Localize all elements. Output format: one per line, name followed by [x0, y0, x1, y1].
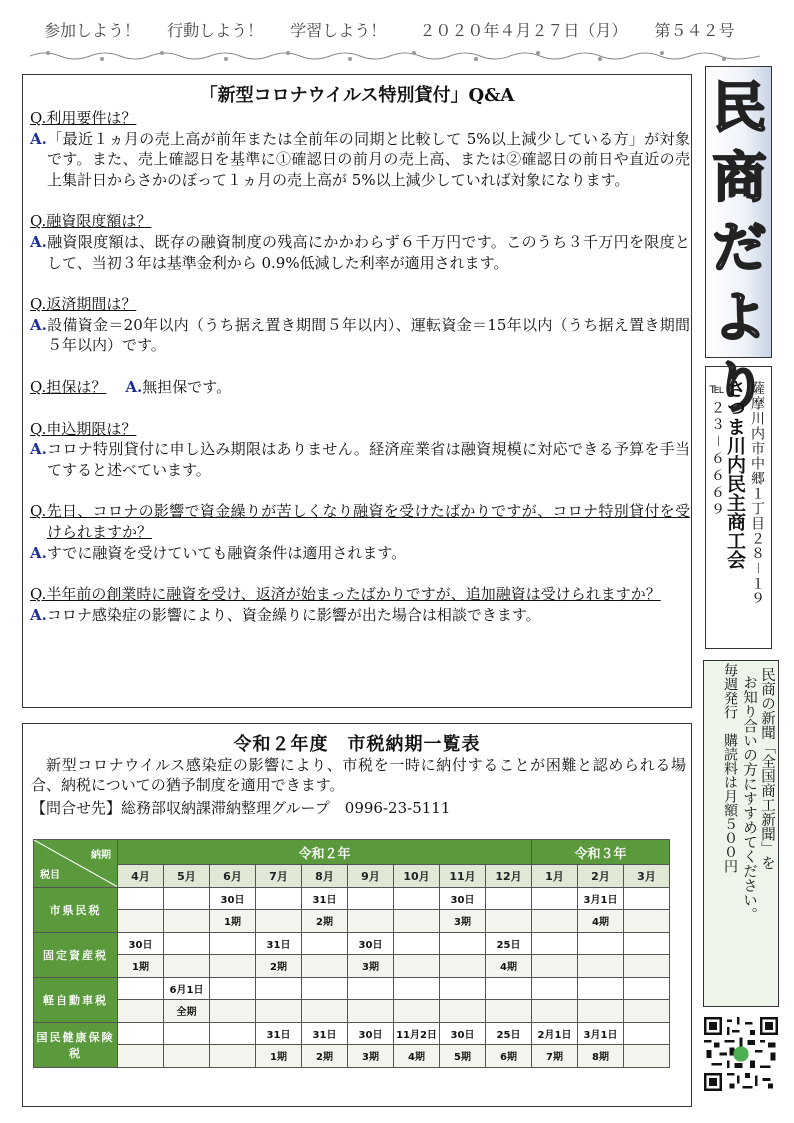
qa-item — [30, 108, 690, 190]
question: Q.先日、コロナの影響で資金繰りが苦しくなり融資を受けたばかりですが、コロナ特別貸付を受けられますか？ — [30, 502, 690, 541]
tax-name: 市県民税 — [34, 887, 118, 932]
period-cell — [486, 910, 532, 933]
qr-code-icon[interactable] — [703, 1017, 779, 1091]
due-date-cell: 30日 — [440, 1022, 486, 1045]
due-date-cell — [532, 977, 578, 1000]
due-date-cell — [394, 887, 440, 910]
period-cell: 4期 — [486, 955, 532, 978]
address: 薩摩川内市中郷１丁目２８－１９ — [749, 381, 765, 606]
month-header: 11月 — [440, 865, 486, 888]
period-cell — [624, 955, 670, 978]
period-cell: 4期 — [394, 1045, 440, 1068]
due-date-cell: 2月1日 — [532, 1022, 578, 1045]
due-date-cell — [394, 932, 440, 955]
period-cell — [164, 910, 210, 933]
answer-label: A. — [30, 440, 47, 459]
due-date-cell: 30日 — [118, 932, 164, 955]
issue-number: 第５４２号 — [654, 21, 735, 40]
due-date-cell: 3月1日 — [578, 1022, 624, 1045]
period-cell — [348, 1000, 394, 1023]
month-header: 4月 — [118, 865, 164, 888]
slogan: 行動しよう！ — [167, 21, 264, 40]
due-date-cell — [164, 887, 210, 910]
address-box — [705, 366, 772, 649]
question: Q.申込期限は？ — [30, 419, 137, 438]
due-date-cell — [164, 1022, 210, 1045]
header-bar — [44, 18, 756, 41]
qa-item — [30, 501, 690, 563]
due-date-cell — [118, 887, 164, 910]
period-cell: 3期 — [348, 955, 394, 978]
period-cell: 全期 — [164, 1000, 210, 1023]
due-date-cell — [624, 977, 670, 1000]
period-cell — [302, 1000, 348, 1023]
tax-contact: 【問合せ先】総務部収納課滞納整理グループ 0996-23-5111 — [31, 799, 451, 817]
month-header: 3月 — [624, 865, 670, 888]
due-date-cell: 31日 — [256, 1022, 302, 1045]
month-header: 2月 — [578, 865, 624, 888]
period-cell — [486, 1000, 532, 1023]
table-row — [34, 1000, 670, 1023]
answer-label: A. — [30, 315, 47, 334]
due-date-cell — [624, 932, 670, 955]
due-date-cell — [302, 932, 348, 955]
period-cell: 5期 — [440, 1045, 486, 1068]
period-cell — [210, 1000, 256, 1023]
period-cell — [118, 910, 164, 933]
promo-line: 毎週発行 購読料は月額５００円 — [722, 663, 738, 873]
period-cell — [532, 910, 578, 933]
due-date-cell: 30日 — [348, 1022, 394, 1045]
month-header: 12月 — [486, 865, 532, 888]
due-date-cell — [486, 887, 532, 910]
due-date-cell — [532, 932, 578, 955]
answer — [30, 232, 690, 273]
qa-title: 「新型コロナウイルス特別貸付」Q&A — [199, 85, 515, 106]
tax-name: 国民健康保険税 — [34, 1022, 118, 1067]
period-cell — [256, 1000, 302, 1023]
question: Q.担保は？ — [30, 377, 107, 396]
table-row — [34, 977, 670, 1000]
due-date-cell: 3月1日 — [578, 887, 624, 910]
month-header: 8月 — [302, 865, 348, 888]
period-cell: 3期 — [440, 910, 486, 933]
due-date-cell — [118, 1022, 164, 1045]
era-header: 令和３年 — [532, 840, 670, 865]
tax-intro: 新型コロナウイルス感染症の影響により、市税を一時に納付することが困難と認められる場合、納税についての猶予制度を適用できます。 — [31, 756, 686, 794]
period-cell — [624, 1000, 670, 1023]
tax-name: 固定資産税 — [34, 932, 118, 977]
answer — [30, 129, 690, 191]
answer-label: A. — [125, 377, 143, 396]
answer-label: A. — [30, 232, 47, 251]
promo-line: 民商の新聞「全国商工新聞」を — [759, 667, 775, 870]
tax-title: 令和２年度 市税納期一覧表 — [233, 734, 481, 755]
due-date-cell — [532, 887, 578, 910]
month-header: 10月 — [394, 865, 440, 888]
qa-item — [30, 377, 690, 398]
due-date-cell — [302, 977, 348, 1000]
period-cell: 8期 — [578, 1045, 624, 1068]
period-cell — [118, 1045, 164, 1068]
due-date-cell — [210, 1022, 256, 1045]
due-date-cell: 6月1日 — [164, 977, 210, 1000]
due-date-cell — [624, 1022, 670, 1045]
period-cell — [440, 955, 486, 978]
month-header: 9月 — [348, 865, 394, 888]
table-row — [34, 1045, 670, 1068]
due-date-cell: 31日 — [302, 887, 348, 910]
table-row — [34, 887, 670, 910]
answer-text: 無担保です。 — [142, 377, 232, 396]
answer-label: A. — [30, 605, 47, 624]
table-row — [34, 1022, 670, 1045]
promo-line: お知り合いの方にすすめてください。 — [741, 675, 757, 922]
due-date-cell: 30日 — [440, 887, 486, 910]
answer — [30, 543, 690, 564]
period-cell — [210, 1045, 256, 1068]
answer-label: A. — [30, 129, 47, 148]
question: Q.半年前の創業時に融資を受け、返済が始まったばかりですが、追加融資は受けられますか？ — [30, 585, 661, 604]
qa-list — [30, 108, 690, 625]
period-cell — [394, 910, 440, 933]
period-cell — [578, 955, 624, 978]
due-date-cell — [164, 932, 210, 955]
due-date-cell — [210, 932, 256, 955]
due-date-cell: 25日 — [486, 1022, 532, 1045]
issue-date: ２０２０年４月２７日（月） — [419, 21, 628, 40]
qa-item — [30, 294, 690, 356]
period-cell — [164, 955, 210, 978]
period-cell — [578, 1000, 624, 1023]
tax-schedule-table — [33, 839, 670, 1068]
answer-text: すでに融資を受けていても融資条件は適用されます。 — [46, 543, 407, 562]
month-header: 7月 — [256, 865, 302, 888]
due-date-cell — [440, 977, 486, 1000]
due-date-cell — [486, 977, 532, 1000]
due-date-cell: 25日 — [486, 932, 532, 955]
due-date-cell — [624, 887, 670, 910]
qa-section — [22, 74, 692, 708]
newspaper-promo — [703, 660, 779, 1007]
due-date-cell — [394, 977, 440, 1000]
due-date-cell — [256, 977, 302, 1000]
period-cell — [440, 1000, 486, 1023]
answer-text: コロナ特別貸付に申し込み期限はありません。経済産業省は融資規模に対応できる予算を手当てすると述べています。 — [46, 440, 690, 479]
period-cell: 6期 — [486, 1045, 532, 1068]
due-date-cell — [118, 977, 164, 1000]
answer-text: コロナ感染症の影響により、資金繰りに影響が出た場合は相談できます。 — [46, 605, 541, 624]
question: Q.利用要件は？ — [30, 109, 137, 127]
answer-text: 「最近１ヵ月の売上高が前年または全前年の同期と比較して 5%以上減少している方」が対象です。また、売上確認日を基準に①確認日の前月の売上高、または②確認日の前日や直近の売上集計日からさかのぼって１ヵ月の売上高が 5%以上減少していれば対象になります。 — [46, 129, 690, 189]
table-row — [34, 910, 670, 933]
answer-label: A. — [30, 543, 47, 562]
tax-schedule-section — [22, 723, 692, 1107]
table-row — [34, 932, 670, 955]
due-date-cell: 31日 — [256, 932, 302, 955]
table-row — [34, 955, 670, 978]
period-cell: 1期 — [118, 955, 164, 978]
slogan: 学習しよう！ — [290, 21, 387, 40]
period-cell — [532, 1000, 578, 1023]
due-date-cell: 11月2日 — [394, 1022, 440, 1045]
era-header: 令和２年 — [118, 840, 532, 865]
period-cell — [532, 955, 578, 978]
period-cell — [394, 955, 440, 978]
question: Q.返済期間は？ — [30, 295, 137, 314]
month-header: 1月 — [532, 865, 578, 888]
due-date-cell — [348, 887, 394, 910]
qa-item — [30, 419, 690, 481]
phone-number: ℡２３－６６６９ — [709, 381, 725, 519]
answer-text: 融資限度額は、既存の融資制度の残高にかかわらず６千万円です。このうち３千万円を限度として、当初３年は基準金利から 0.9%低減した利率が適用されます。 — [46, 232, 690, 272]
due-date-cell: 31日 — [302, 1022, 348, 1045]
period-cell — [302, 955, 348, 978]
period-cell — [624, 910, 670, 933]
table-corner — [34, 840, 118, 888]
period-cell: 1期 — [256, 1045, 302, 1068]
month-header: 5月 — [164, 865, 210, 888]
due-date-cell: 30日 — [210, 887, 256, 910]
masthead — [705, 66, 772, 419]
period-cell: 7期 — [532, 1045, 578, 1068]
corner-bottom-label: 税目 — [40, 869, 60, 881]
month-header: 6月 — [210, 865, 256, 888]
period-cell — [164, 1045, 210, 1068]
period-cell — [256, 910, 302, 933]
period-cell: 1期 — [210, 910, 256, 933]
answer — [30, 315, 690, 356]
period-cell — [210, 955, 256, 978]
question: Q.融資限度額は？ — [30, 212, 152, 231]
period-cell — [624, 1045, 670, 1068]
period-cell — [394, 1000, 440, 1023]
period-cell: 2期 — [302, 1045, 348, 1068]
due-date-cell — [348, 977, 394, 1000]
period-cell: 3期 — [348, 1045, 394, 1068]
period-cell — [118, 1000, 164, 1023]
answer — [30, 439, 690, 480]
masthead-title: 民商だより — [712, 76, 767, 419]
decorative-vine — [30, 49, 760, 63]
due-date-cell: 30日 — [348, 932, 394, 955]
due-date-cell — [578, 977, 624, 1000]
due-date-cell — [440, 932, 486, 955]
due-date-cell — [256, 887, 302, 910]
qa-item — [30, 211, 690, 273]
tax-name: 軽自動車税 — [34, 977, 118, 1022]
qa-item — [30, 584, 690, 625]
corner-top-label: 納期 — [91, 850, 111, 861]
due-date-cell — [578, 932, 624, 955]
answer — [30, 605, 690, 626]
slogan: 参加しよう！ — [44, 21, 141, 40]
due-date-cell — [210, 977, 256, 1000]
period-cell: 2期 — [302, 910, 348, 933]
period-cell — [348, 910, 394, 933]
organization-name: さつま川内民主商工会 — [724, 379, 746, 569]
period-cell: 4期 — [578, 910, 624, 933]
period-cell: 2期 — [256, 955, 302, 978]
answer-text: 設備資金＝20年以内（うち据え置き期間５年以内）、運転資金＝15年以内（うち据え置き期間５年以内）です。 — [46, 315, 690, 355]
